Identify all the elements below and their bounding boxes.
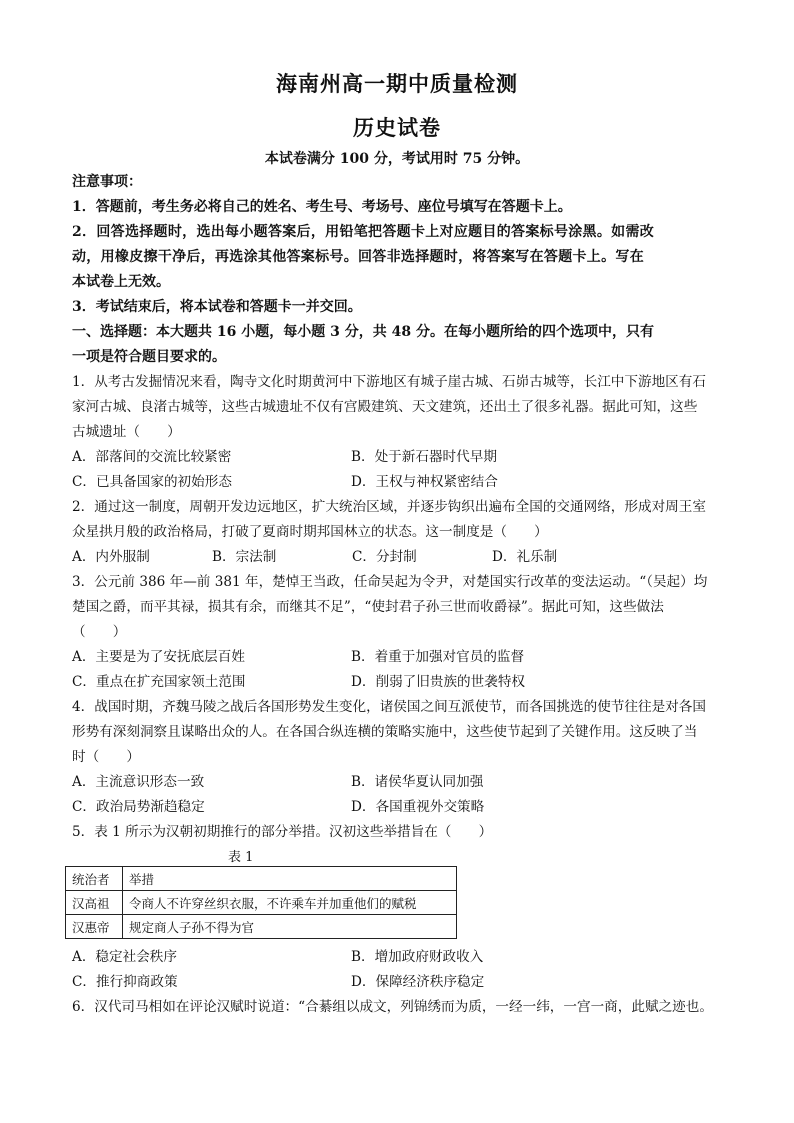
question-text: 时（ ）: [72, 749, 140, 765]
table-cell: 汉高祖: [66, 891, 123, 915]
question-text: 楚国之爵，而平其禄，损其有余，而继其不足”，“使封君子孙三世而收爵禄”。据此可知，这些做法: [72, 599, 664, 615]
option-d[interactable]: D．削弱了旧贵族的世袭特权: [351, 674, 526, 690]
option-a[interactable]: A．主流意识形态一致: [72, 774, 205, 790]
option-row: [72, 470, 722, 495]
option-a[interactable]: A．部落间的交流比较紧密: [72, 449, 232, 465]
q5-options: [72, 945, 722, 1020]
question-text: 众星拱月般的政治格局，打破了夏商时期邦国林立的状态。这一制度是（ ）: [72, 524, 548, 540]
exam-note: 本试卷满分 100 分，考试用时 75 分钟。: [264, 151, 530, 167]
measures-table: [65, 866, 457, 939]
option-c[interactable]: C．分封制: [352, 549, 417, 565]
table-cell: 令商人不许穿丝织衣服，不许乘车并加重他们的赋税: [123, 891, 457, 915]
question-text: 1．从考古发掘情况来看，陶寺文化时期黄河中下游地区有城子崖古城、石峁古城等，长江中下游地区有石: [72, 374, 706, 390]
option-row: [72, 670, 722, 695]
option-b[interactable]: B．增加政府财政收入: [351, 949, 484, 965]
table-header-row: [66, 867, 457, 891]
option-b[interactable]: B．诸侯华夏认同加强: [351, 774, 484, 790]
notice-item: 2．回答选择题时，选出每小题答案后，用铅笔把答题卡上对应题目的答案标号涂黑。如需改: [72, 224, 655, 240]
option-d[interactable]: D．王权与神权紧密结合: [351, 474, 498, 490]
table-header: 统治者: [66, 867, 123, 891]
notice-item: 本试卷上无效。: [72, 274, 170, 290]
option-c[interactable]: C．推行抑商政策: [72, 974, 178, 990]
option-d[interactable]: D．礼乐制: [492, 549, 558, 565]
option-row: [72, 645, 722, 670]
notice-item: 动，用橡皮擦干净后，再选涂其他答案标号。回答非选择题时，将答案写在答题卡上。写在: [72, 249, 644, 265]
question-text: 古城遗址（ ）: [72, 424, 181, 440]
question-text: 5．表 1 所示为汉朝初期推行的部分举措。汉初这些举措旨在（ ）: [72, 824, 493, 840]
option-row: [72, 945, 722, 970]
option-b[interactable]: B．宗法制: [212, 549, 277, 565]
option-a[interactable]: A．稳定社会秩序: [72, 949, 177, 965]
table-row: [66, 915, 457, 939]
question-text: 4．战国时期，齐魏马陵之战后各国形势发生变化，诸侯国之间互派使节，而各国挑选的使节往往是对各国: [72, 699, 706, 715]
option-row: [72, 970, 722, 995]
table-header: 举措: [123, 867, 457, 891]
question-text: 3．公元前 386 年—前 381 年，楚悼王当政，任命吴起为令尹，对楚国实行改革的变法运动。“（吴起）均: [72, 574, 708, 590]
table-cell: 规定商人子孙不得为官: [123, 915, 457, 939]
question-text: 家河古城、良渚古城等，这些古城遗址不仅有宫殿建筑、天文建筑，还出土了很多礼器。据此可知，这些: [72, 399, 698, 415]
notice-item: 3．考试结束后，将本试卷和答题卡一并交回。: [72, 299, 362, 315]
table-caption: 表 1: [228, 850, 254, 865]
option-c[interactable]: C．已具备国家的初始形态: [72, 474, 232, 490]
question-text: 形势有深刻洞察且谋略出众的人。在各国合纵连横的策略实施中，这些使节起到了关键作用。这反映了当: [72, 724, 698, 740]
option-c[interactable]: C．政治局势渐趋稳定: [72, 799, 205, 815]
option-row: [72, 795, 722, 820]
option-d[interactable]: D．各国重视外交策略: [351, 799, 485, 815]
exam-subject: 历史试卷: [353, 115, 441, 140]
exam-content: [72, 170, 722, 845]
table-cell: 汉惠帝: [66, 915, 123, 939]
option-a[interactable]: A．主要是为了安抚底层百姓: [72, 649, 245, 665]
exam-title: 海南州高一期中质量检测: [276, 71, 518, 96]
option-d[interactable]: D．保障经济秩序稳定: [351, 974, 485, 990]
question-text: 2．通过这一制度，周朝开发边远地区，扩大统治区域，并逐步钩织出遍布全国的交通网络，形成对周王室: [72, 499, 706, 515]
question-text: 6．汉代司马相如在评论汉赋时说道：“合綦组以成文，列锦绣而为质，一经一纬，一宫一商，此赋之迹也。: [72, 999, 713, 1015]
section-heading: 一项是符合题目要求的。: [72, 349, 226, 365]
table-row: [66, 891, 457, 915]
option-b[interactable]: B．处于新石器时代早期: [351, 449, 497, 465]
option-row: [72, 545, 722, 570]
notice-item: 1．答题前，考生务必将自己的姓名、考生号、考场号、座位号填写在答题卡上。: [72, 199, 572, 215]
section-heading: 一、选择题：本大题共 16 小题，每小题 3 分，共 48 分。在每小题所给的四个选项中，只有: [72, 324, 654, 340]
option-row: [72, 445, 722, 470]
option-b[interactable]: B．着重于加强对官员的监督: [351, 649, 525, 665]
question-text: （ ）: [72, 624, 127, 640]
option-row: [72, 770, 722, 795]
notice-heading: 注意事项：: [72, 174, 142, 190]
option-a[interactable]: A．内外服制: [72, 549, 150, 565]
option-c[interactable]: C．重点在扩充国家领土范围: [72, 674, 246, 690]
